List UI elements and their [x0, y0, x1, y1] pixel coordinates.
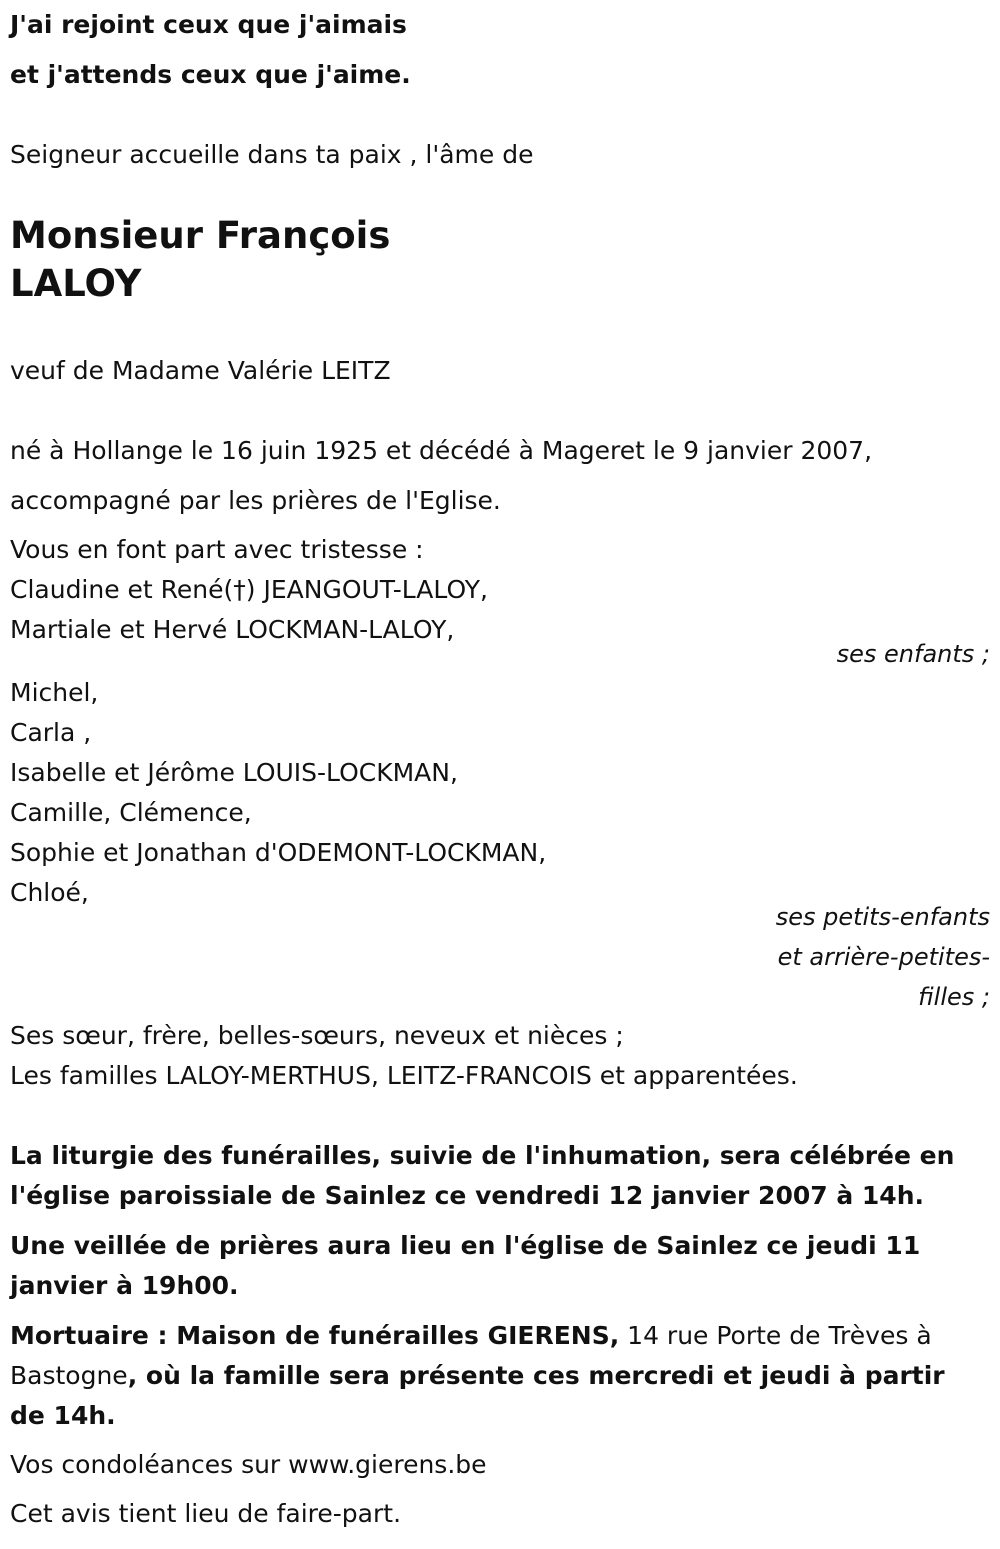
grandchildren-label-line-2: et arrière-petites-: [777, 943, 990, 971]
grandchild-entry: Camille, Clémence,: [10, 798, 252, 827]
epigraph-line-2: et j'attends ceux que j'aime.: [10, 60, 411, 89]
children-label: ses enfants ;: [836, 640, 990, 668]
church-text: accompagné par les prières de l'Eglise.: [10, 486, 501, 515]
mortuary-address: 14 rue Porte de Trèves à Bastogne: [10, 1321, 932, 1390]
mortuary-label: Mortuaire : Maison de funérailles GIERENS,: [10, 1321, 620, 1350]
birth-death-text: né à Hollange le 16 juin 1925 et décédé à Mageret le 9 janvier 2007,: [10, 436, 873, 465]
child-entry: Claudine et René(†) JEANGOUT-LALOY,: [10, 575, 488, 604]
grandchild-entry: Sophie et Jonathan d'ODEMONT-LOCKMAN,: [10, 838, 547, 867]
announcement-text: Vous en font part avec tristesse :: [10, 535, 424, 564]
deceased-name-first: Monsieur François: [10, 214, 391, 257]
notice-text: Cet avis tient lieu de faire-part.: [10, 1499, 402, 1528]
grandchildren-label-line-3: filles ;: [918, 983, 990, 1011]
grandchild-entry: Carla ,: [10, 718, 92, 747]
grandchild-entry: Chloé,: [10, 878, 89, 907]
grandchildren-label-line-1: ses petits-enfants: [775, 903, 990, 931]
widower-text: veuf de Madame Valérie LEITZ: [10, 356, 391, 385]
relatives-line-1: Ses sœur, frère, belles-sœurs, neveux et nièces ;: [10, 1021, 624, 1050]
epigraph-line-1: J'ai rejoint ceux que j'aimais: [10, 10, 407, 39]
relatives-line-2: Les familles LALOY-MERTHUS, LEITZ-FRANCOIS et apparentées.: [10, 1061, 798, 1090]
grandchild-entry: Isabelle et Jérôme LOUIS-LOCKMAN,: [10, 758, 458, 787]
mortuary-details: [10, 1316, 988, 1436]
intro-text: Seigneur accueille dans ta paix , l'âme de: [10, 140, 534, 169]
deceased-name-last: LALOY: [10, 262, 142, 305]
funeral-details: La liturgie des funérailles, suivie de l'inhumation, sera célébrée en l'église paroissiale de Sainlez ce vendredi 12 janvier 2007 à 14h.: [10, 1141, 955, 1210]
condolences-text: Vos condoléances sur www.gierens.be: [10, 1450, 487, 1479]
mortuary-presence: , où la famille sera présente ces mercredi et jeudi à partir de 14h.: [10, 1361, 945, 1430]
vigil-details: Une veillée de prières aura lieu en l'église de Sainlez ce jeudi 11 janvier à 19h00.: [10, 1231, 921, 1300]
grandchild-entry: Michel,: [10, 678, 99, 707]
child-entry: Martiale et Hervé LOCKMAN-LALOY,: [10, 615, 455, 644]
